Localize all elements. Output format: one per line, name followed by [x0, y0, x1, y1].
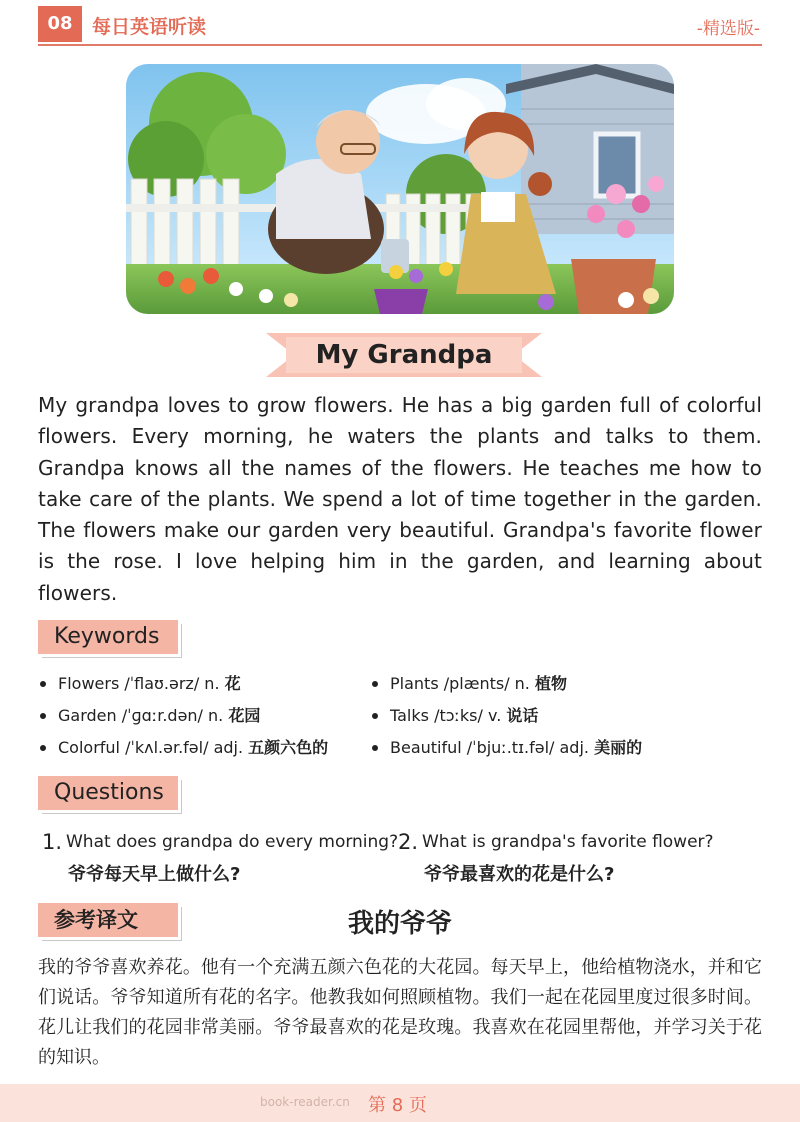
keyword-item: Colorful /ˈkʌl.ər.fəl/ adj. 五颜六色的	[38, 732, 328, 764]
keyword-item: Garden /ˈɡɑːr.dən/ n. 花园	[38, 700, 328, 732]
story-title: My Grandpa	[315, 340, 493, 370]
question-english: What does grandpa do every morning?	[66, 832, 399, 852]
story-text: My grandpa loves to grow flowers. He has a big garden full of colorful flowers. Every morning, he waters the plants and talks to them. Grandpa knows all the names of the flowers. He teaches me how to take care of the plants. We spend a lot of time together in the garden. The flowers make our garden very beautiful. Grandpa's favorite flower is the rose. I love helping him in the garden, and learning about flowers.	[38, 393, 762, 605]
page-number: 第 8 页	[368, 1095, 427, 1116]
lesson-number-badge: 08	[38, 6, 82, 42]
series-title: 每日英语听读	[92, 16, 207, 38]
translation-label: 参考译文	[38, 903, 178, 937]
keyword-item: Talks /tɔːks/ v. 说话	[370, 700, 642, 732]
watermark: book-reader.cn	[260, 1095, 350, 1109]
edition-label: -精选版-	[696, 19, 760, 39]
question-1	[42, 830, 399, 890]
keywords-list-right	[370, 668, 642, 764]
keywords-label: Keywords	[38, 620, 178, 654]
question-chinese: 爷爷最喜欢的花是什么?	[424, 864, 615, 885]
question-number: 2.	[398, 830, 419, 854]
question-number: 1.	[42, 830, 63, 854]
keyword-item: Flowers /ˈflaʊ.ərz/ n. 花	[38, 668, 328, 700]
question-2	[398, 830, 758, 890]
translation-text: 我的爷爷喜欢养花。他有一个充满五颜六色花的大花园。每天早上，他给植物浇水，并和它们说话。爷爷知道所有花的名字。他教我如何照顾植物。我们一起在花园里度过很多时间。花儿让我们的花园非常美丽。爷爷最喜欢的花是玫瑰。我喜欢在花园里帮他，并学习关于花的知识。	[38, 957, 762, 1068]
translation-title: 我的爷爷	[347, 909, 452, 939]
story-illustration	[126, 64, 674, 314]
keyword-item: Plants /plænts/ n. 植物	[370, 668, 642, 700]
page-footer	[0, 1084, 800, 1122]
keyword-item: Beautiful /ˈbjuː.tɪ.fəl/ adj. 美丽的	[370, 732, 642, 764]
question-english: What is grandpa's favorite flower?	[422, 832, 714, 852]
page-header	[38, 6, 762, 46]
question-chinese: 爷爷每天早上做什么?	[68, 864, 241, 885]
keywords-list-left	[38, 668, 328, 764]
questions-label: Questions	[38, 776, 178, 810]
